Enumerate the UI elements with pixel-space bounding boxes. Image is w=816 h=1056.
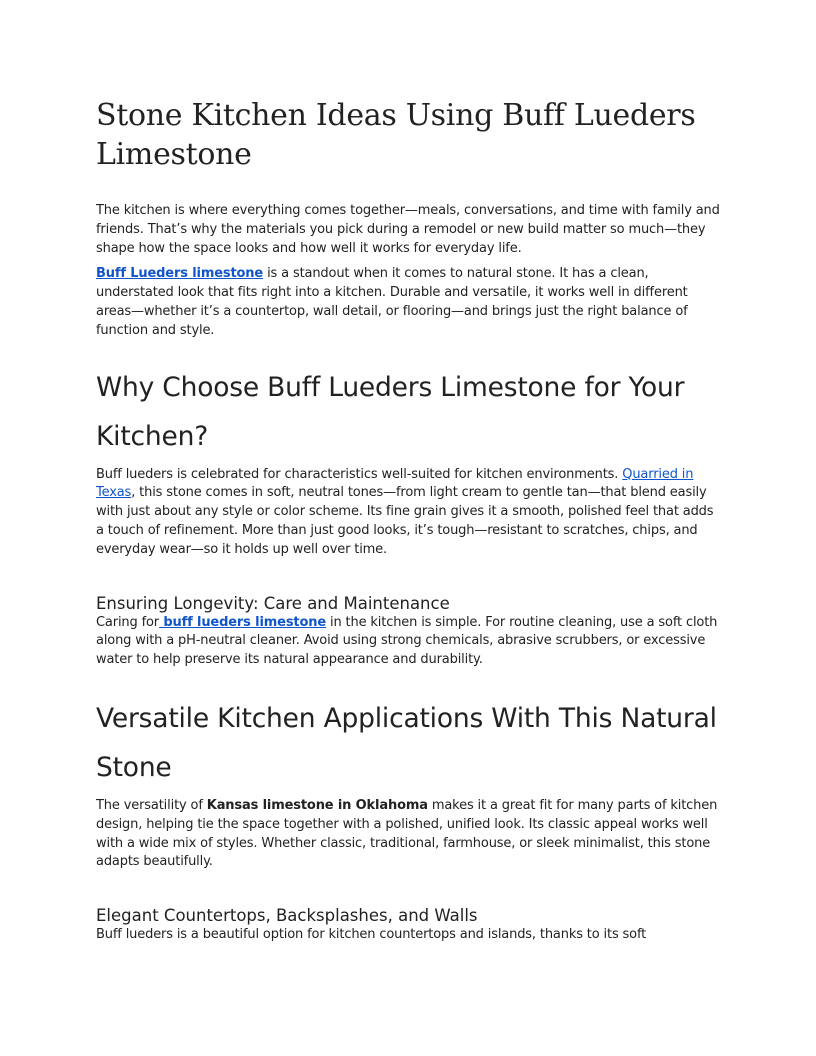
section-heading-versatile: Versatile Kitchen Applications With This Natural Stone (96, 702, 717, 783)
care-paragraph-rest: in the kitchen is simple. For routine cleaning, use a soft cloth along with a pH-neutral cleaner. Avoid using strong chemicals, abrasive scrubbers, or excessive water to help preserve its natural appearance and durability. (96, 614, 718, 668)
versatile-paragraph (96, 797, 720, 872)
versatile-paragraph-rest: makes it a great fit for many parts of kitchen design, helping tie the space together with a polished, unified look. Its classic appeal works well with a wide mix of styles. Whether classic, traditional, farmhouse, or sleek minimalist, this stone adapts beautifully. (96, 797, 718, 870)
page-title: Stone Kitchen Ideas Using Buff Lueders Limestone (96, 98, 696, 172)
why-paragraph (96, 466, 720, 560)
why-paragraph-start: Buff lueders is celebrated for characteristics well-suited for kitchen environments. (96, 466, 623, 482)
kansas-limestone-bold: Kansas limestone in Oklahoma (206, 797, 428, 813)
countertops-paragraph: Buff lueders is a beautiful option for kitchen countertops and islands, thanks to its soft (96, 927, 647, 943)
care-paragraph (96, 614, 720, 670)
why-paragraph-rest: , this stone comes in soft, neutral tones—from light cream to gentle tan—that blend easily with just about any style or color scheme. Its fine grain gives it a smooth, polished feel that adds a touch of refinement. More than just good looks, it’s tough—resistant to scratches, chips, and everyday wear—so it holds up well over time. (96, 485, 714, 557)
document-content (96, 96, 720, 945)
intro-paragraph-2 (96, 265, 720, 340)
buff-lueders-limestone-link[interactable]: Buff Lueders limestone (96, 266, 264, 282)
care-paragraph-start: Caring for (96, 614, 159, 630)
buff-lueders-limestone-link-2[interactable]: buff lueders limestone (159, 614, 327, 630)
versatile-paragraph-start: The versatility of (96, 797, 207, 813)
quarried-in-texas-link[interactable]: Quarried in Texas (96, 466, 694, 501)
intro-paragraph-1: The kitchen is where everything comes together—meals, conversations, and time with family and friends. That’s why the materials you pick during a remodel or new build matter so much—they shape how the space looks and how well it works for everyday life. (96, 203, 720, 256)
section-heading-care: Ensuring Longevity: Care and Maintenance (96, 593, 450, 613)
section-heading-why: Why Choose Buff Lueders Limestone for Your Kitchen? (96, 371, 685, 452)
section-heading-countertops: Elegant Countertops, Backsplashes, and Walls (96, 906, 478, 926)
intro-paragraph-2-text: is a standout when it comes to natural stone. It has a clean, understated look that fits right into a kitchen. Durable and versatile, it works well in different areas—whether it’s a countertop, wall detail, or flooring—and brings just the right balance of function and style. (96, 266, 688, 338)
